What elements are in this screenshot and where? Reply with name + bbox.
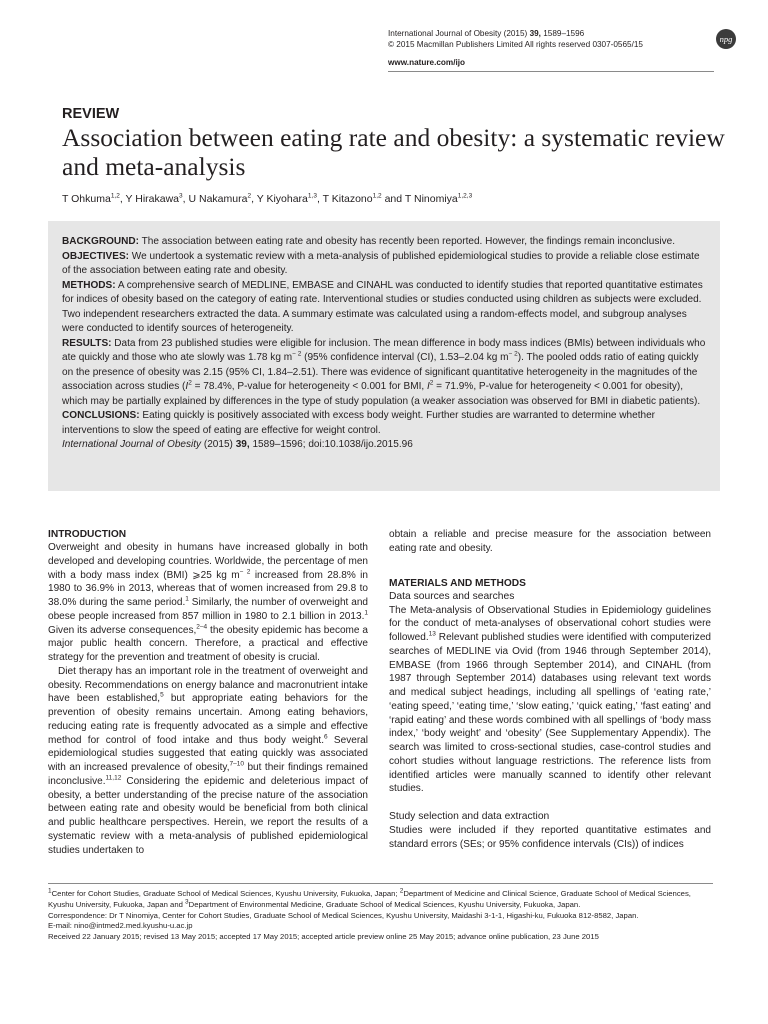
- citation-doi[interactable]: 1589–1596; doi:10.1038/ijo.2015.96: [249, 439, 413, 450]
- author-separator: and: [381, 193, 405, 205]
- reference-link[interactable]: 11,12: [105, 774, 122, 782]
- body-text: but their findings remained inconclusive.: [48, 762, 368, 787]
- citation-journal: International Journal of Obesity: [62, 439, 202, 450]
- body-text: Diet therapy has an important role in the treatment of overweight and obesity. Recommendations on energy balance and macronutrient intake have been established,: [48, 665, 368, 705]
- abstract-text: = 78.4%, P-value for heterogeneity < 0.001 for BMI,: [191, 381, 427, 392]
- subsection-heading: Data sources and searches: [389, 590, 515, 602]
- author-separator: ,: [316, 193, 323, 205]
- body-paragraph: obtain a reliable and precise measure for the association between eating rate and obesity.: [389, 529, 711, 554]
- superscript: − 2: [508, 350, 518, 358]
- superscript: 2: [429, 379, 434, 387]
- journal-pages: 1589–1596: [543, 29, 585, 38]
- abstract-text: Data from 23 published studies were eligible for inclusion. The mean difference in body mass indices (BMIs) between individuals who ate quickly and those who ate slowly was 1.78 kg m: [62, 337, 706, 363]
- section-heading-introduction: INTRODUCTION: [48, 529, 127, 540]
- abstract-background: [62, 235, 706, 250]
- abstract-citation: [62, 438, 706, 453]
- superscript: − 2: [239, 568, 251, 576]
- affiliation-text: Center for Cohort Studies, Graduate School of Medical Sciences, Kyushu University, Fukuoka, Japan;: [51, 889, 400, 898]
- author-name[interactable]: Y Kiyohara: [256, 193, 308, 205]
- abstract-methods: [62, 279, 706, 337]
- reference-link[interactable]: 7–10: [229, 760, 244, 768]
- reference-link[interactable]: 1: [364, 609, 368, 617]
- author-separator: ,: [251, 193, 257, 205]
- body-paragraph: Studies were included if they reported quantitative estimates and standard errors (SEs; or 95% confidence intervals (CIs)) of indices: [389, 825, 711, 850]
- journal-volume: 39,: [529, 29, 541, 38]
- body-text: Similarly, the number of overweight and obese people increased from 857 million in 1980 to 2.1 billion in 2013.: [48, 597, 368, 622]
- superscript: 3: [185, 898, 189, 906]
- journal-name: International Journal of Obesity (2015): [388, 29, 528, 38]
- abstract-text: Eating quickly is positively associated with excess body weight. Further studies are warranted to determine whether interventions to slow the speed of eating are effective for weight control.: [62, 410, 656, 436]
- npg-logo-icon: npg: [716, 29, 736, 49]
- body-text: increased from 28.8% in 1980 to 36.9% in 2013, whereas that of women increased from 29.8 to 38.0% during the same period.: [48, 569, 368, 608]
- abstract-label: CONCLUSIONS:: [62, 410, 140, 421]
- body-paragraph: [48, 665, 368, 858]
- reference-link[interactable]: 13: [428, 630, 436, 638]
- abstract-label: METHODS:: [62, 279, 116, 291]
- author-separator: ,: [119, 193, 126, 205]
- abstract-label: BACKGROUND:: [62, 236, 140, 247]
- abstract-text: The association between eating rate and obesity has recently been reported. However, the findings remain inconclusive.: [141, 236, 676, 247]
- affiliation-text: Department of Environmental Medicine, Graduate School of Medical Sciences, Kyushu University, Fukuoka, Japan.: [188, 899, 581, 909]
- statistic-symbol: I: [426, 381, 430, 392]
- footnote-divider: [48, 883, 713, 884]
- author-affiliation: 2: [247, 192, 252, 200]
- journal-header: [388, 28, 643, 68]
- left-column: [48, 528, 368, 857]
- author-separator: ,: [182, 193, 189, 205]
- body-text: Relevant published studies were identified with computerized searches of MEDLINE via Ovid (from 1946 through September 2014), EMBASE (from 1966 through September 2014), and CINAHL (from 1987 through September 2014) databases using relevant text words and medical subject headings, including all spellings of ‘eating rate,’ ‘eating speed,’ ‘eating time,’ ‘slow eating,’ ‘quick eating,’ ‘fast eating’ and ‘rapid eating’ and these words combined with all spellings of ‘body mass index,’ ‘body weight’ and ‘obesity’ (See Supplementary Appendix). The search was limited to cross-sectional studies, case-control studies and cohort studies without language restrictions. The reference lists from identified articles were manually scanned to identify other relevant studies.: [389, 632, 711, 795]
- reference-link[interactable]: 1: [185, 595, 189, 603]
- section-heading-methods: MATERIALS AND METHODS: [389, 577, 526, 589]
- abstract-label: RESULTS:: [62, 337, 112, 349]
- journal-url-link[interactable]: www.nature.com/ijo: [388, 58, 466, 67]
- author-list: [62, 193, 472, 205]
- superscript: 2: [399, 887, 404, 895]
- abstract-box: [48, 221, 720, 491]
- received-dates: Received 22 January 2015; revised 13 May 2015; accepted 17 May 2015; accepted article preview online 25 May 2015; advance online publication, 23 June 2015: [48, 932, 599, 942]
- reference-link[interactable]: 5: [160, 691, 164, 699]
- affiliation-text: Department of Medicine and Clinical Science, Graduate School of Medical Sciences, Kyushu University, Fukuoka, Japan and: [48, 889, 691, 909]
- author-name[interactable]: T Kitazono: [322, 193, 373, 205]
- superscript: 2: [188, 379, 192, 387]
- body-paragraph: [48, 541, 368, 665]
- body-paragraph: [389, 604, 711, 797]
- statistic-symbol: I: [185, 381, 189, 392]
- author-affiliation: 1,2: [110, 192, 120, 200]
- author-name[interactable]: Y Hirakawa: [125, 193, 180, 205]
- abstract-text: We undertook a systematic review with a meta-analysis of published epidemiological studies to provide a reliable close estimate of the association between eating rate and obesity.: [62, 250, 700, 276]
- copyright-line: © 2015 Macmillan Publishers Limited All rights reserved 0307-0565/15: [388, 40, 643, 49]
- body-text: the obesity epidemic has become a major public health concern. Therefore, a practical and effective strategy for the prevention and treatment of obesity is crucial.: [48, 624, 368, 663]
- body-text: Given its adverse consequences,: [48, 624, 197, 636]
- body-text: but appropriate eating behaviors for the prevention of obesity remains uncertain. Among eating behaviors, reducing eating rate is frequently advocated as a simple and effective method for control of food intake and thus body weight.: [48, 693, 369, 746]
- author-affiliation: 3: [179, 192, 183, 200]
- superscript: 1: [48, 887, 52, 895]
- author-affiliation: 1,3: [307, 192, 317, 200]
- affiliations: [48, 889, 713, 911]
- abstract-text: ). The pooled odds ratio of eating quickly on the presence of obesity was 2.15 (95% CI, 1.84–2.51). There was evidence of significant quantitative heterogeneity in the magnitudes of the association across studies (: [62, 352, 699, 392]
- abstract-label: OBJECTIVES:: [62, 250, 129, 262]
- author-name[interactable]: T Ninomiya: [404, 193, 458, 205]
- journal-citation-line: [388, 28, 643, 39]
- email-link[interactable]: E-mail: nino@intmed2.med.kyushu-u.ac.jp: [48, 921, 193, 931]
- author-affiliation: 1,2: [372, 192, 382, 200]
- header-divider: [388, 71, 714, 72]
- abstract-conclusions: [62, 409, 706, 438]
- author-affiliation: 1,2,3: [457, 192, 473, 200]
- citation-year: (2015): [201, 439, 236, 450]
- body-text: Considering the epidemic and deleterious impact of obesity, a better understanding of the precise nature of the association between eating rate and obesity would be beneficial from both clinical and public healthcare perspectives. Herein, we report the results of a systematic review with a meta-analysis of published epidemiological studies undertaken to: [48, 775, 368, 856]
- author-name[interactable]: U Nakamura: [188, 193, 248, 205]
- abstract-text: (95% confidence interval (CI), 1.53–2.04 kg m: [301, 352, 509, 363]
- footnotes: [48, 889, 713, 943]
- body-text: The Meta-analysis of Observational Studies in Epidemiology guidelines for the conduct of meta-analyses of observational cohort studies were followed.: [389, 604, 711, 643]
- reference-link[interactable]: 2–4: [196, 623, 208, 631]
- correspondence: Correspondence: Dr T Ninomiya, Center for Cohort Studies, Graduate School of Medical Sciences, Kyushu University, Maidashi 3-1-1, Higashi-ku, Fukuoka 812-8582, Japan.: [48, 910, 639, 920]
- superscript: − 2: [292, 350, 302, 358]
- abstract-objectives: [62, 250, 706, 279]
- abstract-text: = 71.9%, P-value for heterogeneity < 0.001 for obesity), which may be partially explained by differences in the type of study population (a weaker association was observed for BMI in diabetic patients).: [62, 381, 701, 407]
- right-column: [389, 528, 711, 852]
- section-label: REVIEW: [62, 106, 120, 122]
- author-name[interactable]: T Ohkuma: [62, 193, 111, 205]
- article-title: Association between eating rate and obesity: a systematic review and meta-analysis: [62, 123, 725, 181]
- reference-link[interactable]: 6: [324, 733, 328, 741]
- body-text: Overweight and obesity in humans have increased globally in both developed and developing countries. Worldwide, the percentage of men with a body mass index (BMI) ⩾25 kg m: [48, 542, 368, 581]
- subsection-heading: Study selection and data extraction: [389, 811, 550, 822]
- citation-volume: 39,: [235, 439, 250, 450]
- abstract-results: [62, 337, 706, 410]
- abstract-text: A comprehensive search of MEDLINE, EMBASE and CINAHL was conducted to identify studies that reported quantitative estimates for indices of obesity based on the category of eating rate. Interventional studies or studies conducted using children as subjects were excluded. Two independent researchers extracted the data. A summary estimate was calculated using a random-effects model, and subgroup analyses were conducted to identify sources of heterogeneity.: [62, 279, 703, 334]
- body-text: Several epidemiological studies suggested that eating quickly was associated with an increased prevalence of obesity,: [48, 734, 368, 773]
